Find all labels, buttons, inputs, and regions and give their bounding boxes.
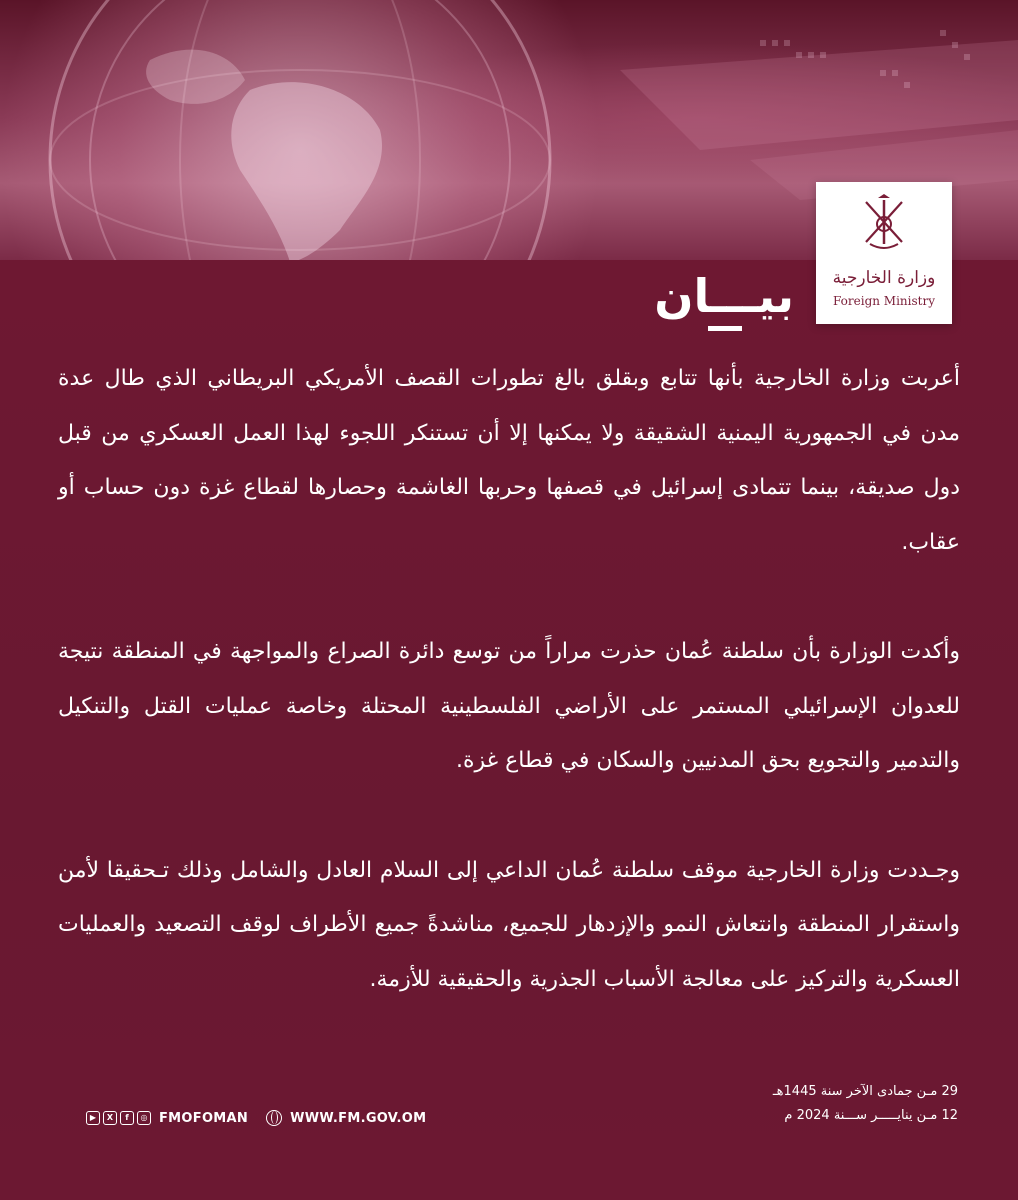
statement-heading: بيـــان xyxy=(654,269,794,323)
hijri-date: 29 مـن جمادى الآخر سنة 1445هـ xyxy=(772,1084,958,1099)
oman-emblem-icon xyxy=(856,192,912,252)
social-icons xyxy=(86,1111,151,1125)
heading-underline xyxy=(708,326,742,331)
gregorian-date: 12 مـن ينايـــــر ســـنة 2024 م xyxy=(784,1108,958,1123)
logo-arabic-name: وزارة الخارجية xyxy=(832,268,936,288)
website-link[interactable]: WWW.FM.GOV.OM xyxy=(290,1110,427,1126)
paragraph-3: وجـددت وزارة الخارجية موقف سلطنة عُمان الداعي إلى السلام العادل والشامل وذلك تـحقيقا لأمن واستقرار المنطقة وانتعاش النمو والإزدهار للجميع، مناشدةً جميع الأطراف لوقف التصعيد والعمليات العسكرية والتركيز على معالجة الأسباب الجذرية والحقيقية للأزمة. xyxy=(58,857,960,992)
logo-english-name: Foreign Ministry xyxy=(833,294,935,308)
youtube-icon[interactable]: ▶ xyxy=(86,1111,100,1125)
paragraph-1: أعربت وزارة الخارجية بأنها تتابع وبقلق بالغ تطورات القصف الأمريكي البريطاني الذي طال عدة مدن في الجمهورية اليمنية الشقيقة ولا يمكنها إلا أن تستنكر اللجوء لهذا العمل العسكري من قبل دول صديقة، بينما تتمادى إسرائيل في قصفها وحربها الغاشمة وحصارها لقطاع غزة دون حساب أو عقاب. xyxy=(58,366,960,555)
date-block xyxy=(730,1080,958,1128)
footer xyxy=(86,1108,426,1128)
instagram-icon[interactable]: ◎ xyxy=(137,1111,151,1125)
paragraph-2: وأكدت الوزارة بأن سلطنة عُمان حذرت مراراً من توسع دائرة الصراع والمواجهة في المنطقة نتيجة للعدوان الإسرائيلي المستمر على الأراضي الفلسطينية المحتلة وخاصة عمليات القتل والتنكيل والتدمير والتجويع بحق المدنيين والسكان في قطاع غزة. xyxy=(58,639,960,773)
facebook-icon[interactable]: f xyxy=(120,1111,134,1125)
statement-body xyxy=(58,352,960,1062)
x-icon[interactable]: X xyxy=(103,1111,117,1125)
globe-icon xyxy=(266,1110,282,1126)
social-handle[interactable]: FMOFOMAN xyxy=(159,1110,249,1126)
ministry-logo xyxy=(816,182,952,324)
